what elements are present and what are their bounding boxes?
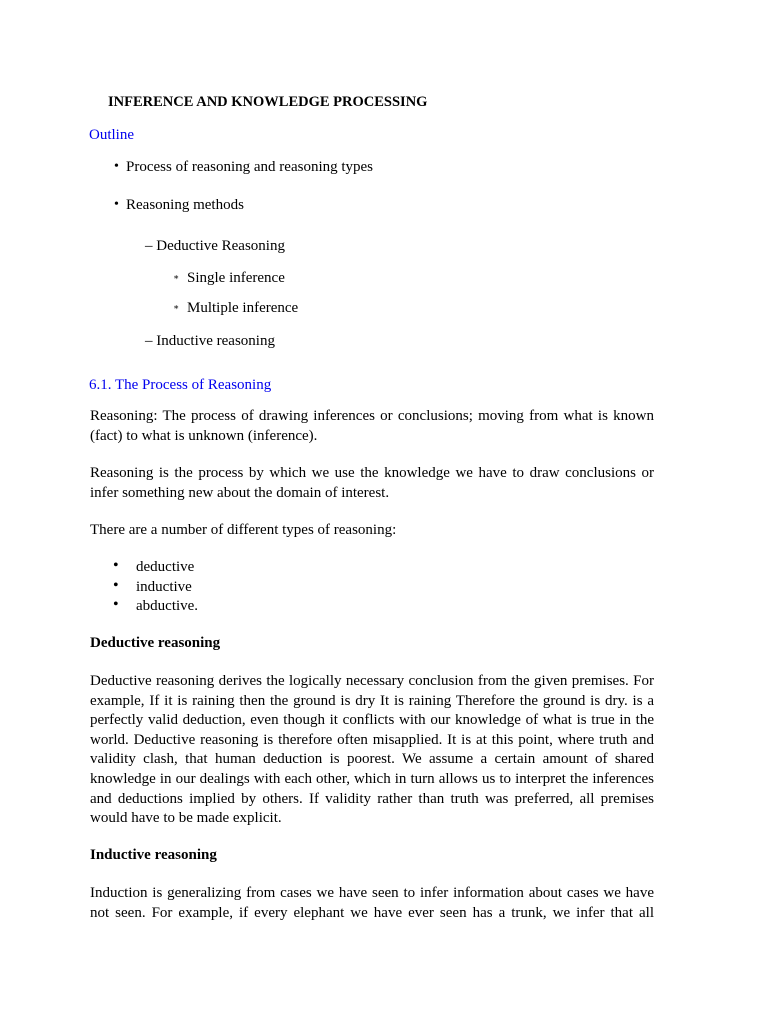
list-item-inductive: inductive <box>136 579 192 595</box>
bullet-icon: • <box>113 557 119 574</box>
page-title: INFERENCE AND KNOWLEDGE PROCESSING <box>108 94 428 110</box>
outline-sub-sub-multiple-inference: Multiple inference <box>187 300 299 316</box>
section-heading: 6.1. The Process of Reasoning <box>89 377 272 393</box>
outline-sub-sub-single-inference: Single inference <box>187 270 285 286</box>
bullet-icon: • <box>114 159 119 174</box>
paragraph-reasoning-process: Reasoning is the process by which we use the knowledge we have to draw conclusions or infer something new about the domain of interest. <box>90 465 654 501</box>
outline-heading: Outline <box>89 127 134 143</box>
asterisk-bullet-icon: ∗ <box>173 272 180 282</box>
bullet-icon: • <box>113 577 119 594</box>
outline-sub-deductive: – Deductive Reasoning <box>145 238 285 254</box>
paragraph-inductive-reasoning: Induction is generalizing from cases we have seen to infer information about cases we have not seen. For example, if every elephant we have ever seen has a trunk, we infer that all <box>90 885 654 921</box>
outline-sub-inductive: – Inductive reasoning <box>145 333 275 349</box>
outline-item-reasoning-process: Process of reasoning and reasoning types <box>126 159 374 175</box>
paragraph-types-intro: There are a number of different types of reasoning: <box>90 522 397 538</box>
list-item-deductive: deductive <box>136 559 195 575</box>
bullet-icon: • <box>114 197 119 212</box>
outline-item-reasoning-methods: Reasoning methods <box>126 197 244 213</box>
paragraph-deductive-reasoning: Deductive reasoning derives the logically necessary conclusion from the given premises. For example, If it is raining then the ground is dry It is raining Therefore the ground is dry. is a perfectly valid deduction, even though it conflicts with our knowledge of what is true in the world. Deductive reasoning is therefore often misapplied. It is at this point, where truth and validity clash, that human deduction is poorest. We assume a certain amount of shared knowledge in our dealings with each other, which in turn allows us to interpret the inferences and deductions implied by others. If validity rather than truth was preferred, all premises would have to be made explicit. <box>90 673 654 827</box>
paragraph-reasoning-definition: Reasoning: The process of drawing inferences or conclusions; moving from what is known (fact) to what is unknown (inference). <box>90 408 654 444</box>
asterisk-bullet-icon: ∗ <box>173 302 180 312</box>
deductive-reasoning-heading: Deductive reasoning <box>90 635 221 651</box>
inductive-reasoning-heading: Inductive reasoning <box>90 847 217 863</box>
bullet-icon: • <box>113 596 119 613</box>
list-item-abductive: abductive. <box>136 598 199 614</box>
